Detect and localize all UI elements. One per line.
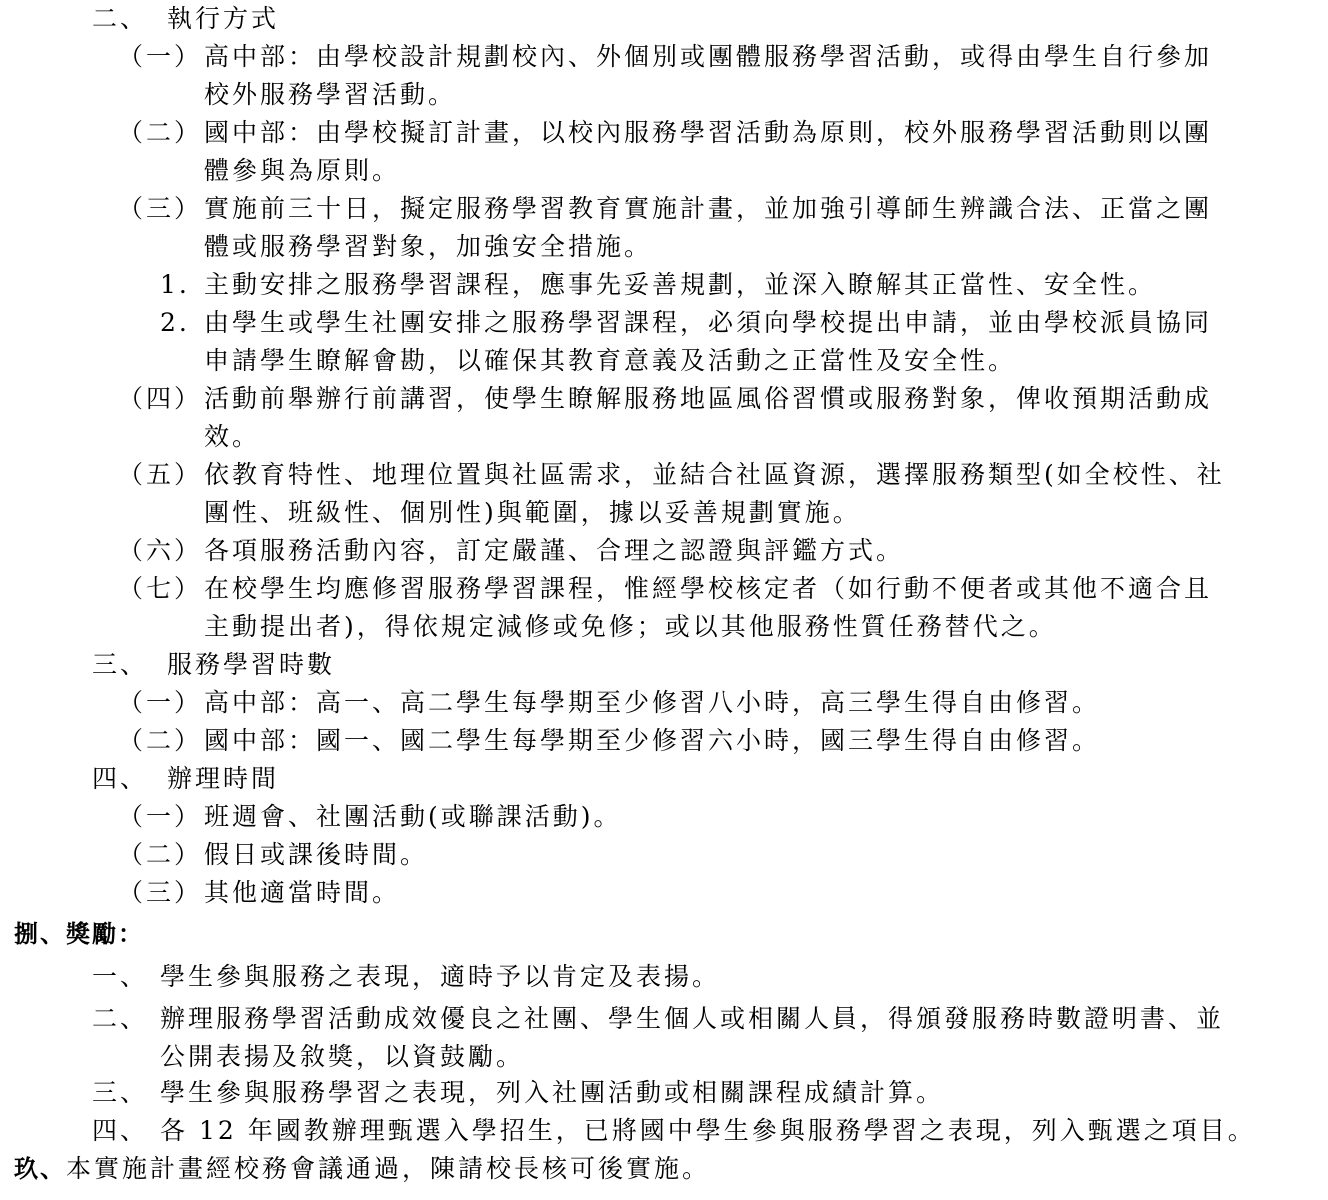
list-item-text: 各 12 年國教辦理甄選入學招生，已將國中學生參與服務學習之表現，列入甄選之項目。 (160, 1116, 1256, 1145)
section-title: 執行方式 (166, 4, 279, 33)
section-heading (92, 646, 335, 684)
list-item-marker: （二） (118, 726, 203, 755)
list-item-marker: （三） (118, 194, 203, 223)
list-item-text: 體參與為原則。 (204, 156, 401, 185)
list-item-text: 高中部：高一、高二學生每學期至少修習八小時，高三學生得自由修習。 (204, 688, 1101, 717)
list-item-text: 國中部：由學校擬訂計畫，以校內服務學習活動為原則，校外服務學習活動則以團 (204, 118, 1213, 147)
list-item-text: 校外服務學習活動。 (204, 80, 457, 109)
list-item-text: 班週會、社團活動(或聯課活動)。 (204, 802, 622, 831)
list-item-marker: （三） (118, 878, 203, 907)
list-item-marker: （二） (118, 840, 203, 869)
list-item-marker: 三、 (92, 1078, 149, 1107)
list-item-text: 國中部：國一、國二學生每學期至少修習六小時，國三學生得自由修習。 (204, 726, 1101, 755)
sub-item-marker: 1. (160, 270, 190, 299)
sub-item-text: 主動安排之服務學習課程，應事先妥善規劃，並深入瞭解其正當性、安全性。 (204, 270, 1157, 299)
chapter-heading: 玖、 (14, 1155, 66, 1183)
list-item-text: 高中部：由學校設計規劃校內、外個別或團體服務學習活動，或得由學生自行參加 (204, 42, 1213, 71)
list-item-text: 依教育特性、地理位置與社區需求，並結合社區資源，選擇服務類型(如全校性、社 (204, 460, 1225, 489)
list-item-text: 體或服務學習對象，加強安全措施。 (204, 232, 653, 261)
list-item-marker: 二、 (92, 1004, 149, 1033)
list-item-text: 公開表揚及敘獎，以資鼓勵。 (160, 1042, 525, 1071)
list-item-text: 實施前三十日，擬定服務學習教育實施計畫，並加強引導師生辨識合法、正當之團 (204, 194, 1213, 223)
list-item-text: 團性、班級性、個別性)與範圍，據以妥善規劃實施。 (204, 498, 861, 527)
sub-item-text: 申請學生瞭解會勘，以確保其教育意義及活動之正當性及安全性。 (204, 346, 1017, 375)
list-item-marker: （四） (118, 384, 203, 413)
list-item-marker: 一、 (92, 962, 149, 991)
list-item-text: 學生參與服務學習之表現，列入社團活動或相關課程成績計算。 (160, 1078, 945, 1107)
list-item-marker: 四、 (92, 1116, 149, 1145)
section-title: 辦理時間 (166, 764, 279, 793)
list-item-marker: （二） (118, 118, 203, 147)
chapter-line (14, 1150, 710, 1188)
list-item-text: 主動提出者)，得依規定減修或免修；或以其他服務性質任務替代之。 (204, 612, 1057, 641)
section-title: 服務學習時數 (166, 650, 335, 679)
section-heading (92, 0, 279, 38)
list-item-marker: （一） (118, 802, 203, 831)
list-item-text: 辦理服務學習活動成效優良之社團、學生個人或相關人員，得頒發服務時數證明書、並 (160, 1004, 1225, 1033)
list-item-text: 學生參與服務之表現，適時予以肯定及表揚。 (160, 962, 721, 991)
section-number: 三、 (92, 650, 149, 679)
chapter-text: 本實施計畫經校務會議通過，陳請校長核可後實施。 (66, 1154, 711, 1183)
section-number: 四、 (92, 764, 149, 793)
list-item-text: 其他適當時間。 (204, 878, 401, 907)
sub-item-text: 由學生或學生社團安排之服務學習課程，必須向學校提出申請，並由學校派員協同 (204, 308, 1213, 337)
sub-item-marker: 2. (160, 308, 190, 337)
list-item-text: 活動前舉辦行前講習，使學生瞭解服務地區風俗習慣或服務對象，俾收預期活動成 (204, 384, 1213, 413)
list-item-marker: （五） (118, 460, 203, 489)
list-item-marker: （一） (118, 688, 203, 717)
list-item-text: 效。 (204, 422, 261, 451)
list-item-text: 假日或課後時間。 (204, 840, 429, 869)
list-item-marker: （一） (118, 42, 203, 71)
list-item-marker: （七） (118, 574, 203, 603)
list-item-marker: （六） (118, 536, 203, 565)
section-number: 二、 (92, 4, 149, 33)
chapter-heading: 捌、獎勵： (14, 920, 144, 948)
list-item-text: 各項服務活動內容，訂定嚴謹、合理之認證與評鑑方式。 (204, 536, 905, 565)
section-heading (92, 760, 279, 798)
list-item-text: 在校學生均應修習服務學習課程，惟經學校核定者（如行動不便者或其他不適合且 (204, 574, 1213, 603)
